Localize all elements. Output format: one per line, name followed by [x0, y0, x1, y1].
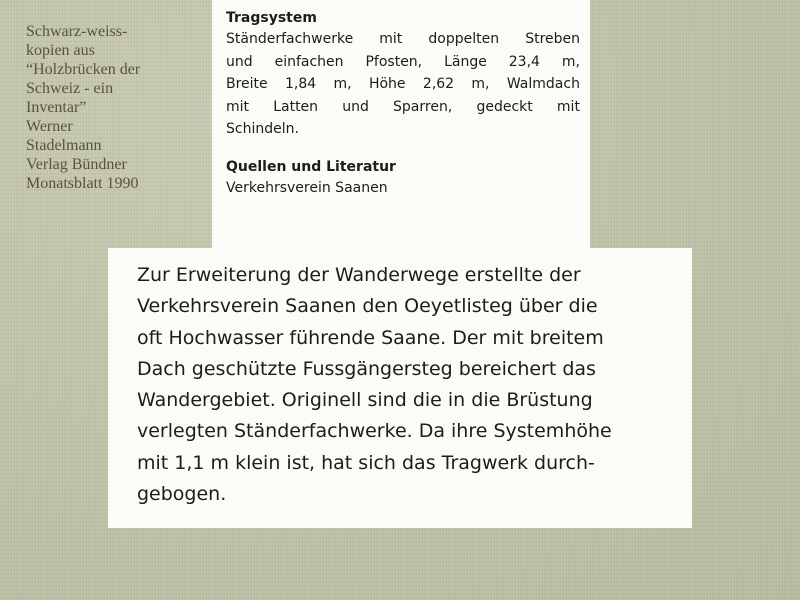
tragsystem-word: einfachen — [274, 53, 344, 70]
tragsystem-word: Walmdach — [506, 76, 580, 92]
source-note-line: kopien aus — [26, 42, 95, 59]
source-note — [26, 22, 206, 193]
source-note-line: Verlag Bündner — [26, 156, 127, 173]
source-note-line: Werner — [26, 118, 73, 135]
tragsystem-word: Breite — [226, 76, 268, 92]
description-line: oft Hochwasser führende Saane. Der mit breitem — [137, 326, 604, 349]
tragsystem-line — [226, 28, 580, 51]
tragsystem-word: mit — [379, 31, 403, 47]
source-note-line: Inventar” — [26, 99, 87, 116]
tragsystem-word: 2,62 — [422, 76, 455, 92]
tragsystem-word: Sparren, — [393, 98, 453, 115]
tragsystem-word: 1,84 — [285, 76, 317, 92]
source-note-line: Monatsblatt 1990 — [26, 175, 139, 192]
tragsystem-word: mit — [556, 98, 580, 115]
description-line: Wandergebiet. Originell sind die in die Brüstung — [137, 389, 593, 412]
description-line: verlegten Ständerfachwerke. Da ihre Systemhöhe — [137, 420, 612, 443]
description-line: mit 1,1 m klein ist, hat sich das Tragwerk durch- — [137, 451, 595, 474]
description-paragraph — [137, 260, 678, 510]
tragsystem-word: mit — [226, 98, 250, 115]
source-note-line: Stadelmann — [26, 137, 102, 154]
tragsystem-clipping — [212, 0, 590, 258]
tragsystem-line — [226, 96, 580, 119]
tragsystem-word: Höhe — [368, 76, 406, 92]
sources-line: Verkehrsverein Saanen — [226, 179, 388, 196]
tragsystem-word: m, — [561, 53, 580, 70]
tragsystem-word: 23,4 — [508, 53, 540, 70]
sources-paragraph — [226, 177, 580, 200]
tragsystem-word: Streben — [525, 31, 580, 47]
tragsystem-line — [226, 73, 580, 96]
tragsystem-word: gedeckt — [476, 98, 533, 115]
description-line: Verkehrsverein Saanen den Oeyetlisteg über die — [137, 295, 598, 318]
source-note-line: Schweiz - ein — [26, 80, 114, 97]
tragsystem-word: Länge — [444, 53, 487, 70]
tragsystem-word: Ständerfachwerke — [226, 31, 354, 47]
tragsystem-word: m, — [333, 76, 352, 92]
tragsystem-line — [226, 51, 580, 74]
tragsystem-word: Latten — [273, 98, 319, 115]
tragsystem-line: Schindeln. — [226, 121, 299, 137]
tragsystem-word: doppelten — [428, 31, 500, 47]
description-line: Zur Erweiterung der Wanderwege erstellte der — [137, 264, 581, 286]
tragsystem-paragraph — [226, 28, 580, 141]
description-line: Dach geschützte Fussgängersteg bereichert das — [137, 357, 596, 380]
sources-section — [226, 157, 580, 200]
source-note-line: “Holzbrücken der — [26, 61, 141, 78]
tragsystem-heading: Tragsystem — [226, 10, 317, 26]
tragsystem-word: m, — [471, 76, 490, 92]
tragsystem-word: und — [226, 53, 253, 70]
description-line: gebogen. — [137, 483, 227, 506]
tragsystem-word: Pfosten, — [365, 53, 423, 70]
description-clipping — [108, 248, 692, 528]
tragsystem-word: und — [342, 98, 369, 115]
source-note-line: Schwarz-weiss- — [26, 23, 128, 40]
sources-heading: Quellen und Literatur — [226, 158, 396, 175]
